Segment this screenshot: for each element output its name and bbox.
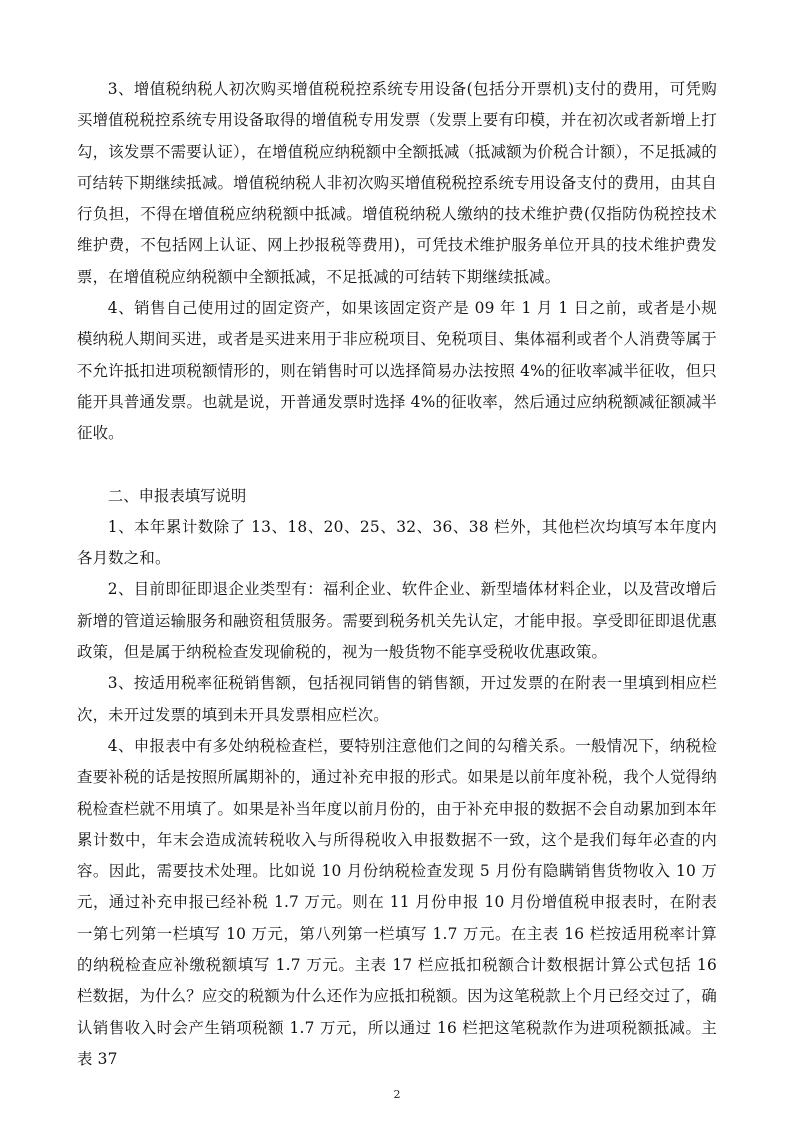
paragraph-tax-inspection: 4、申报表中有多处纳税检查栏，要特别注意他们之间的勾稽关系。一般情况下，纳税检查要补税的话是按照所属期补的，通过补充申报的形式。如果是以前年度补税，我个人觉得纳税检查栏就不用填了。如果是补当年度以前月份的，由于补充申报的数据不会自动累加到本年累计数中，年末会造成流转税收入与所得税收入申报数据不一致，这个是我们每年必查的内容。因此，需要技术处理。比如说 10 月份纳税检查发现 5 月份有隐瞒销售货物收入 10 万元，通过补充申报已经补税 1.7 万元。则在 11 月份申报 10 月份增值税申报表时，在附表一第七列第一栏填写 10 万元，第八列第一栏填写 1.7 万元。在主表 16 栏按适用税率计算的纳税检查应补缴税额填写 1.7 万元。主表 17 栏应抵扣税额合计数根据计算公式包括 16 栏数据，为什么？应交的税额为什么还作为应抵扣税额。因为这笔税款上个月已经交过了，确认销售收入时会产生销项税额 1.7 万元，所以通过 16 栏把这笔税款作为进项税额抵减。主表 37 (77, 736, 717, 1068)
paragraph-annual-cumulative: 1、本年累计数除了 13、18、20、25、32、36、38 栏外，其他栏次均填写本年度内各月数之和。 (77, 517, 717, 568)
paragraph-gap (77, 450, 717, 481)
section-heading: 二、申报表填写说明 (107, 486, 247, 505)
paragraph-used-fixed-assets: 4、销售自己使用过的固定资产，如果该固定资产是 09 年 1 月 1 日之前，或者是小规模纳税人期间买进，或者是买进来用于非应税项目、免税项目、集体福利或者个人消费等属于不允许抵扣进项税额情形的，则在销售时可以选择简易办法按照 4%的征收率减半征收，但只能开具普通发票。也就是说，开普通发票时选择 4%的征收率，然后通过应纳税额减征额减半征收。 (77, 299, 717, 443)
document-body (77, 74, 717, 1075)
paragraph-immediate-refund: 2、目前即征即退企业类型有：福利企业、软件企业、新型墙体材料企业，以及营改增后新增的管道运输服务和融资租赁服务。需要到税务机关先认定，才能申报。享受即征即退优惠政策，但是属于纳税检查发现偷税的，视为一般货物不能享受税收优惠政策。 (77, 580, 717, 662)
paragraph-applicable-rate-sales: 3、按适用税率征税销售额，包括视同销售的销售额，开过发票的在附表一里填到相应栏次，未开过发票的填到未开具发票相应栏次。 (77, 674, 717, 724)
paragraph-tax-control-device: 3、增值税纳税人初次购买增值税税控系统专用设备(包括分开票机)支付的费用，可凭购买增值税税控系统专用设备取得的增值税专用发票（发票上要有印模，并在初次或者新增上打勾，该发票不需要认证），在增值税应纳税额中全额抵减（抵减额为价税合计额），不足抵减的可结转下期继续抵减。增值税纳税人非初次购买增值税税控系统专用设备支付的费用，由其自行负担，不得在增值税应纳税额中抵减。增值税纳税人缴纳的技术维护费(仅指防伪税控技术维护费，不包括网上认证、网上抄报税等费用)，可凭技术维护服务单位开具的技术维护费发票，在增值税应纳税额中全额抵减，不足抵减的可结转下期继续抵减。 (77, 80, 717, 286)
page-number: 2 (393, 1088, 401, 1101)
